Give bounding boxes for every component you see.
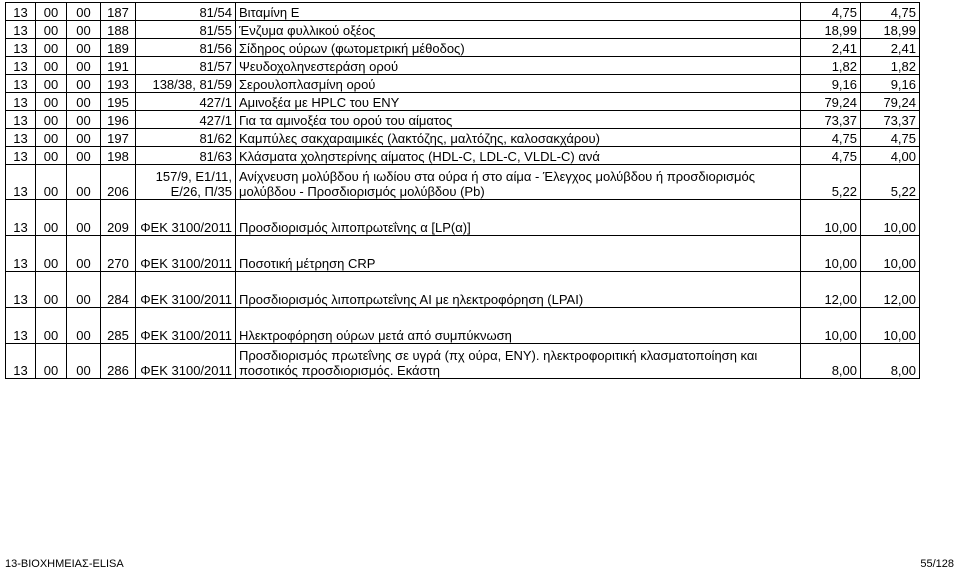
table-row (6, 111, 920, 129)
price-table (5, 2, 920, 379)
cell-category: 13 (6, 344, 36, 379)
cell-price-1: 8,00 (801, 344, 861, 379)
cell-group: 00 (36, 236, 67, 272)
cell-price-2: 4,75 (861, 3, 920, 21)
cell-group: 00 (36, 129, 67, 147)
cell-group: 00 (36, 272, 67, 308)
cell-reference: ΦΕΚ 3100/2011 (136, 200, 236, 236)
cell-category: 13 (6, 308, 36, 344)
cell-reference: ΦΕΚ 3100/2011 (136, 344, 236, 379)
cell-group: 00 (36, 21, 67, 39)
cell-description: Κλάσματα χοληστερίνης αίματος (HDL-C, LDL-C, VLDL-C) ανά (236, 147, 801, 165)
cell-price-1: 2,41 (801, 39, 861, 57)
cell-price-2: 18,99 (861, 21, 920, 39)
cell-category: 13 (6, 129, 36, 147)
cell-category: 13 (6, 93, 36, 111)
cell-price-2: 79,24 (861, 93, 920, 111)
cell-subgroup: 00 (67, 236, 101, 272)
cell-group: 00 (36, 165, 67, 200)
cell-price-2: 10,00 (861, 200, 920, 236)
cell-group: 00 (36, 57, 67, 75)
cell-description: Καμπύλες σακχαραιμικές (λακτόζης, μαλτόζης, καλοσακχάρου) (236, 129, 801, 147)
cell-reference: 81/63 (136, 147, 236, 165)
cell-code: 284 (101, 272, 136, 308)
cell-subgroup: 00 (67, 93, 101, 111)
cell-description: Προσδιορισμός πρωτεΐνης σε υγρά (πχ ούρα, ΕΝΥ). ηλεκτροφοριτική κλασματοποίηση και ποσοτικός προσδιορισμός. Εκάστη (236, 344, 801, 379)
cell-group: 00 (36, 75, 67, 93)
cell-group: 00 (36, 200, 67, 236)
cell-price-1: 4,75 (801, 3, 861, 21)
cell-description: Βιταμίνη Ε (236, 3, 801, 21)
cell-subgroup: 00 (67, 147, 101, 165)
cell-price-1: 79,24 (801, 93, 861, 111)
cell-group: 00 (36, 39, 67, 57)
cell-price-1: 10,00 (801, 200, 861, 236)
cell-category: 13 (6, 57, 36, 75)
cell-subgroup: 00 (67, 57, 101, 75)
cell-code: 188 (101, 21, 136, 39)
cell-reference: ΦΕΚ 3100/2011 (136, 272, 236, 308)
cell-code: 189 (101, 39, 136, 57)
cell-code: 197 (101, 129, 136, 147)
cell-reference: 81/54 (136, 3, 236, 21)
cell-code: 209 (101, 200, 136, 236)
cell-subgroup: 00 (67, 272, 101, 308)
cell-group: 00 (36, 344, 67, 379)
cell-reference: 81/62 (136, 129, 236, 147)
footer-section-label: 13-ΒΙΟΧΗΜΕΙΑΣ-ELISA (5, 558, 124, 570)
cell-subgroup: 00 (67, 3, 101, 21)
cell-reference: 81/55 (136, 21, 236, 39)
table-row (6, 57, 920, 75)
cell-code: 195 (101, 93, 136, 111)
cell-code: 198 (101, 147, 136, 165)
cell-price-1: 10,00 (801, 308, 861, 344)
cell-code: 285 (101, 308, 136, 344)
cell-subgroup: 00 (67, 200, 101, 236)
cell-group: 00 (36, 111, 67, 129)
cell-price-1: 5,22 (801, 165, 861, 200)
cell-group: 00 (36, 93, 67, 111)
table-row (6, 93, 920, 111)
table-row (6, 3, 920, 21)
table-body (6, 3, 920, 379)
cell-price-2: 73,37 (861, 111, 920, 129)
cell-price-2: 10,00 (861, 236, 920, 272)
cell-reference: 138/38, 81/59 (136, 75, 236, 93)
cell-category: 13 (6, 147, 36, 165)
cell-description: Ένζυμα φυλλικού οξέος (236, 21, 801, 39)
cell-category: 13 (6, 75, 36, 93)
cell-description: Ψευδοχοληνεστεράση ορού (236, 57, 801, 75)
cell-price-1: 1,82 (801, 57, 861, 75)
cell-description: Ποσοτική μέτρηση CRP (236, 236, 801, 272)
cell-subgroup: 00 (67, 308, 101, 344)
table-row (6, 21, 920, 39)
cell-category: 13 (6, 165, 36, 200)
cell-price-2: 5,22 (861, 165, 920, 200)
cell-group: 00 (36, 308, 67, 344)
cell-subgroup: 00 (67, 21, 101, 39)
cell-price-1: 9,16 (801, 75, 861, 93)
cell-description: Για τα αμινοξέα του ορού του αίματος (236, 111, 801, 129)
cell-category: 13 (6, 39, 36, 57)
cell-price-2: 2,41 (861, 39, 920, 57)
cell-price-1: 4,75 (801, 147, 861, 165)
table-row (6, 165, 920, 200)
cell-code: 286 (101, 344, 136, 379)
footer-page-number: 55/128 (920, 558, 954, 570)
cell-price-2: 4,00 (861, 147, 920, 165)
table-row (6, 344, 920, 379)
cell-price-1: 73,37 (801, 111, 861, 129)
cell-code: 193 (101, 75, 136, 93)
cell-price-2: 4,75 (861, 129, 920, 147)
cell-subgroup: 00 (67, 165, 101, 200)
table-row (6, 308, 920, 344)
cell-subgroup: 00 (67, 344, 101, 379)
cell-category: 13 (6, 3, 36, 21)
cell-reference: ΦΕΚ 3100/2011 (136, 308, 236, 344)
cell-price-1: 18,99 (801, 21, 861, 39)
cell-code: 206 (101, 165, 136, 200)
cell-reference: 81/56 (136, 39, 236, 57)
cell-reference: ΦΕΚ 3100/2011 (136, 236, 236, 272)
cell-code: 191 (101, 57, 136, 75)
cell-category: 13 (6, 272, 36, 308)
table-row (6, 236, 920, 272)
cell-group: 00 (36, 147, 67, 165)
cell-subgroup: 00 (67, 111, 101, 129)
cell-category: 13 (6, 111, 36, 129)
cell-subgroup: 00 (67, 129, 101, 147)
cell-description: Σερουλοπλασμίνη ορού (236, 75, 801, 93)
cell-description: Αμινοξέα με HPLC του ΕΝΥ (236, 93, 801, 111)
cell-reference: 81/57 (136, 57, 236, 75)
table-row (6, 39, 920, 57)
cell-price-2: 9,16 (861, 75, 920, 93)
cell-reference: 157/9, Ε1/11, Ε/26, Π/35 (136, 165, 236, 200)
table-row (6, 75, 920, 93)
table-row (6, 200, 920, 236)
cell-code: 270 (101, 236, 136, 272)
cell-price-2: 1,82 (861, 57, 920, 75)
cell-code: 196 (101, 111, 136, 129)
cell-price-2: 10,00 (861, 308, 920, 344)
cell-category: 13 (6, 200, 36, 236)
cell-category: 13 (6, 236, 36, 272)
cell-subgroup: 00 (67, 39, 101, 57)
table-row (6, 147, 920, 165)
cell-description: Ηλεκτροφόρηση ούρων μετά από συμπύκνωση (236, 308, 801, 344)
cell-price-2: 12,00 (861, 272, 920, 308)
cell-description: Ανίχνευση μολύβδου ή ιωδίου στα ούρα ή στο αίμα - Έλεγχος μολύβδου ή προσδιορισμός μολύβδου - Προσδιορισμός μολύβδου (Pb) (236, 165, 801, 200)
cell-description: Προσδιορισμός λιποπρωτεΐνης α [LP(α)] (236, 200, 801, 236)
cell-reference: 427/1 (136, 93, 236, 111)
cell-price-1: 12,00 (801, 272, 861, 308)
cell-group: 00 (36, 3, 67, 21)
cell-description: Σίδηρος ούρων (φωτομετρική μέθοδος) (236, 39, 801, 57)
cell-category: 13 (6, 21, 36, 39)
table-row (6, 129, 920, 147)
cell-price-2: 8,00 (861, 344, 920, 379)
cell-reference: 427/1 (136, 111, 236, 129)
cell-price-1: 4,75 (801, 129, 861, 147)
cell-price-1: 10,00 (801, 236, 861, 272)
cell-description: Προσδιορισμός λιποπρωτεΐνης ΑΙ με ηλεκτροφόρηση (LPAI) (236, 272, 801, 308)
table-row (6, 272, 920, 308)
cell-subgroup: 00 (67, 75, 101, 93)
cell-code: 187 (101, 3, 136, 21)
